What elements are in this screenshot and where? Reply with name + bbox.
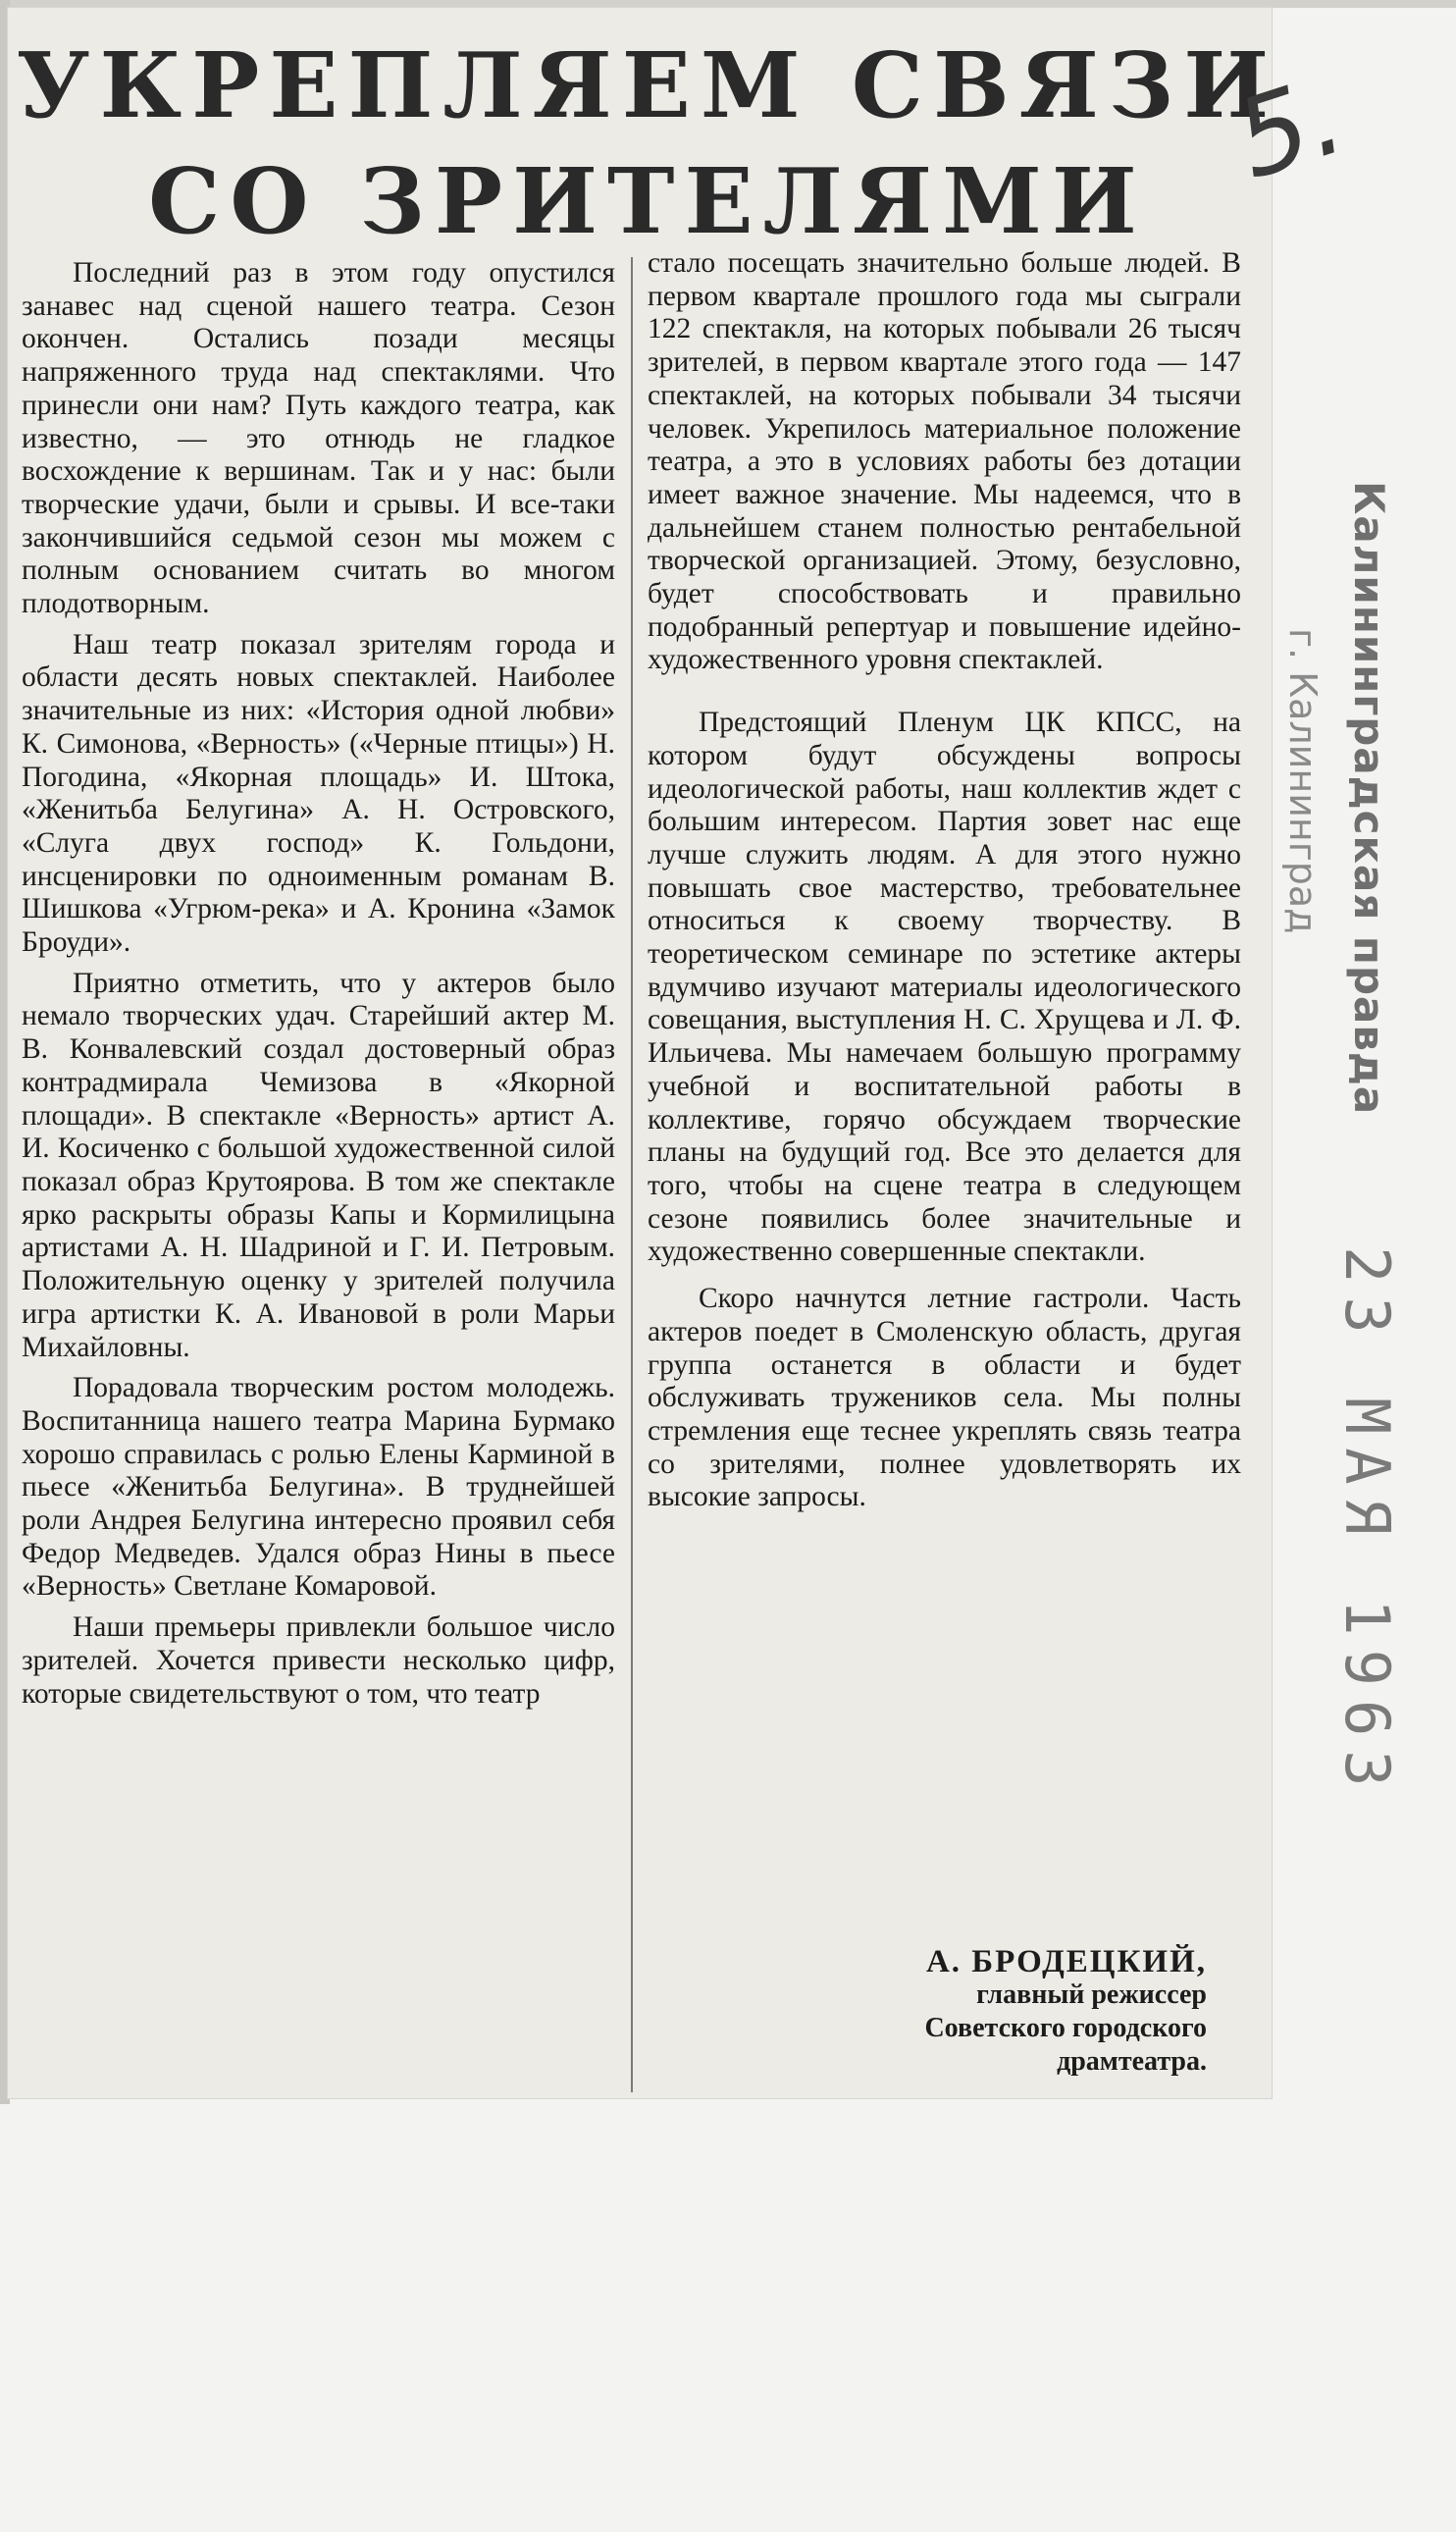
headline-line-2: СО ЗРИТЕЛЯМИ (148, 148, 1147, 254)
archive-stamp (1099, 481, 1403, 2532)
paragraph: стало посещать значительно больше людей. В первом квартале прошлого года мы сыграли 122 спектакля, на которых побывали 26 тысяч зрителей, в первом квартале этого года — 147 спектаклей, на которых побывали 34 тысячи человек. Укрепилось материальное положение театра, а это в условиях работы без дотации имеет важное значение. Мы надеемся, что в дальнейшем станем полностью рентабельной творческой организацией. Этому, безусловно, будет способствовать и правильно подобранный репертуар и повышение идейно-художественного уровня спектаклей. (648, 247, 1241, 676)
paragraph: Порадовала творческим ростом молодежь. Воспитанница нашего театра Марина Бурмако хорошо справилась с ролью Елены Карминой в пьесе «Женитьба Белугина». В труднейшей роли Андрея Белугина интересно проявил себя Федор Медведев. Удался образ Нины в пьесе «Верность» Светлане Комаровой. (22, 1372, 615, 1603)
column-divider (631, 257, 633, 2092)
stamp-city: г. Калининград (1281, 628, 1325, 934)
author-role-line-1: главный режиссер (976, 1979, 1207, 2010)
paragraph: Последний раз в этом году опустился занавес над сценой нашего театра. Сезон окончен. Остались позади месяцы напряженного труда над спектаклями. Что принесли они нам? Путь каждого театра, как известно, — это отнюдь не гладкое восхождение к вершинам. Так и у нас: были творческие удачи, были и срывы. И все-таки закончившийся седьмой сезон мы можем с полным основанием считать во многом плодотворным. (22, 257, 615, 620)
article-headline (0, 27, 1285, 259)
paragraph: Наш театр показал зрителям города и области десять новых спектаклей. Наиболее значительные из них: «История одной любви» К. Симонова, «Верность» («Черные птицы») Н. Погодина, «Якорная площадь» И. Штока, «Женитьба Белугина» А. Н. Островского, «Слуга двух господ» К. Гольдони, инсценировки по одноименным романам В. Шишкова «Угрюм-река» и А. Кронина «Замок Броуди». (22, 628, 615, 959)
paragraph: Предстоящий Пленум ЦК КПСС, на котором будут обсуждены вопросы идеологической работы, наш коллектив ждет с большим интересом. Партия зовет нас еще лучше служить людям. А для этого нужно повышать свое мастерство, требовательнее относиться к своему творчеству. В теоретическом семинаре по эстетике актеры вдумчиво изучают материалы идеологического совещания, выступления Н. С. Хрущева и Л. Ф. Ильичева. Мы намечаем большую программу учебной и воспитательной работы в коллективе, горячо обсуждаем творческие планы на будущий год. Все это делается для того, чтобы на сцене театра в следующем сезоне появились более значительные и художественно совершенные спектакли. (648, 707, 1241, 1268)
handwritten-page-number: 5. (1221, 51, 1359, 204)
author-name: А. БРОДЕЦКИЙ, (925, 1944, 1207, 1979)
stamp-newspaper-name: Калининградская правда (1345, 481, 1393, 1116)
author-role-line-2: Советского городского (924, 2013, 1207, 2043)
paragraph: Наши премьеры привлекли большое число зрителей. Хочется привести несколько цифр, которые свидетельствуют о том, что театр (22, 1611, 615, 1710)
stamp-date: 23 МАЯ 1963 (1331, 1246, 1403, 1801)
article-column-left (22, 257, 615, 1711)
author-role-line-3: драмтеатра. (1057, 2046, 1207, 2077)
scan-border-top (0, 0, 1456, 8)
paragraph: Скоро начнутся летние гастроли. Часть актеров поедет в Смоленскую область, другая группа останется в области и будет обслуживать тружеников села. Мы полны стремления еще теснее укреплять связь театра со зрителями, полнее удовлетворять их высокие запросы. (648, 1283, 1241, 1513)
paragraph: Приятно отметить, что у актеров было немало творческих удач. Старейший актер М. В. Конвалевский создал достоверный образ контрадмирала Чемизова в «Якорной площади». В спектакле «Верность» артист А. И. Косиченко с большой художественной силой показал образ Крутоярова. В том же спектакле ярко раскрыты образы Капы и Кормилицына артистами А. Н. Шадриной и Г. И. Петровым. Положительную оценку у зрителей получила игра артистки К. А. Ивановой в роли Марьи Михайловны. (22, 967, 615, 1363)
headline-line-1: УКРЕПЛЯЕМ СВЯЗИ (16, 32, 1279, 138)
